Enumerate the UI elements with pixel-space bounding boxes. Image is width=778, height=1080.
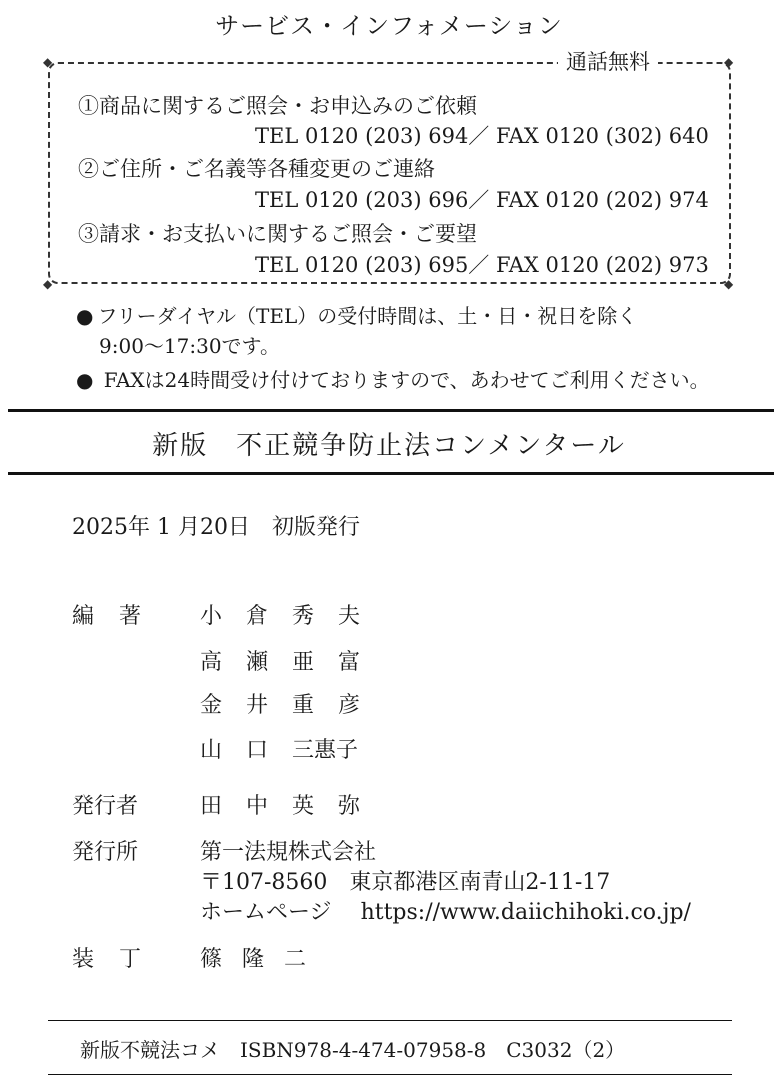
editor-name: 三惠子: [292, 738, 359, 763]
edition-date: 2025年 1 月20日 初版発行: [72, 515, 360, 540]
corner-ornament-icon: ◆: [43, 277, 53, 291]
title-rule-bottom: [8, 472, 774, 475]
service-item-contact: TEL 0120 (203) 694／ FAX 0120 (302) 640: [255, 124, 709, 148]
publisher-person-name: 田中英弥: [200, 794, 385, 819]
corner-ornament-icon: ◆: [724, 277, 734, 291]
service-item-contact: TEL 0120 (203) 695／ FAX 0120 (202) 973: [255, 253, 709, 277]
editor-name: 小倉秀夫: [200, 604, 385, 629]
homepage-line: [200, 895, 691, 926]
service-item-label: ③請求・お支払いに関するご照会・ご要望: [78, 222, 477, 246]
publisher-address: 〒107-8560 東京都港区南青山2-11-17: [200, 870, 611, 895]
free-call-label: 通話無料: [558, 46, 658, 76]
service-item-label: ②ご住所・ご名義等各種変更のご連絡: [78, 157, 435, 181]
footer-isbn: 新版不競法コメ ISBN978-4-474-07958-8 C3032（2）: [80, 1038, 626, 1062]
homepage-label: ホームページ: [200, 900, 332, 925]
designer-name: 篠隆二: [200, 947, 327, 972]
freedial-hours-text-2: 9:00〜17:30です。: [99, 334, 280, 358]
bullet-icon: ●: [76, 368, 94, 392]
publisher-role: 発行所: [72, 840, 139, 865]
service-item-label: ①商品に関するご照会・お申込みのご依頼: [78, 94, 477, 118]
editor-name: 金井重彦: [200, 693, 385, 718]
book-title: 新版 不正競争防止法コンメンタール: [152, 431, 626, 461]
corner-ornament-icon: ◆: [724, 55, 734, 69]
footer-rule-bottom: [48, 1074, 732, 1075]
publisher-person-role: 発行者: [72, 794, 139, 819]
bullet-icon: ●: [76, 304, 94, 328]
title-rule-top: [8, 409, 774, 412]
corner-ornament-icon: ◆: [43, 55, 53, 69]
fax-note-text: FAXは24時間受け付けておりますので、あわせてご利用ください。: [97, 368, 710, 392]
fax-note: [76, 364, 710, 393]
service-title: サービス・インフォメーション: [215, 12, 563, 40]
design-role: 装丁: [72, 947, 167, 972]
footer-rule-top: [48, 1020, 732, 1021]
editor-name: 高瀬亜富: [200, 650, 385, 675]
editors-role: 編著: [72, 604, 167, 629]
homepage-url[interactable]: https://www.daiichihoki.co.jp/: [360, 900, 691, 925]
publisher-name: 第一法規株式会社: [200, 840, 377, 865]
editor-name-4: 山口三惠子: [200, 738, 359, 763]
service-item-contact: TEL 0120 (203) 696／ FAX 0120 (202) 974: [255, 188, 709, 212]
freedial-hours-note: [76, 300, 637, 329]
freedial-hours-text: フリーダイヤル（TEL）の受付時間は、土・日・祝日を除く: [97, 304, 638, 328]
